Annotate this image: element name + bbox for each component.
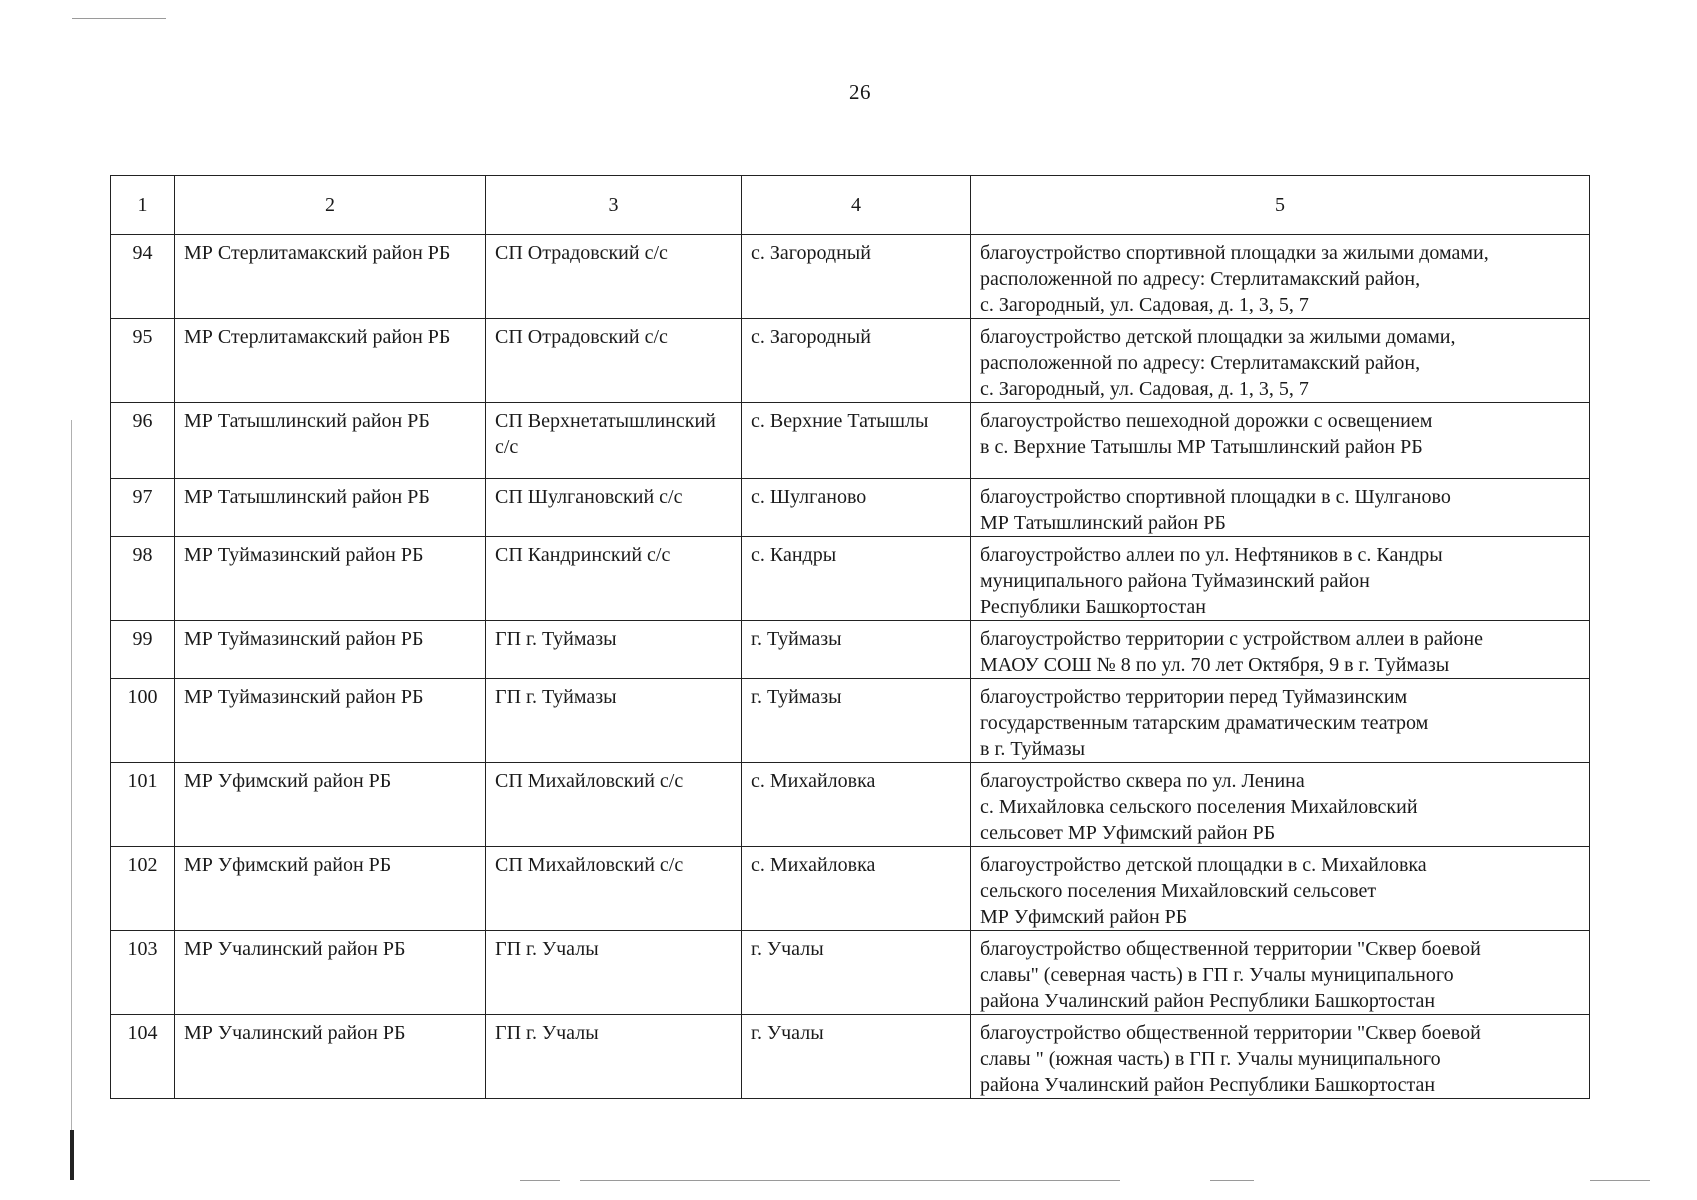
- settlement-cell: ГП г. Учалы: [486, 1015, 742, 1099]
- district-cell: МР Учалинский район РБ: [175, 1015, 486, 1099]
- description-cell: благоустройство аллеи по ул. Нефтяников в с. Кандры муниципального района Туймазинский район Республики Башкортостан: [971, 537, 1590, 621]
- table-row: [111, 1015, 1590, 1099]
- row-number: 100: [111, 679, 175, 763]
- scan-artifact-top: [72, 18, 166, 19]
- header-col-3: 3: [486, 176, 742, 235]
- district-cell: МР Уфимский район РБ: [175, 847, 486, 931]
- description-cell: благоустройство сквера по ул. Ленина с. Михайловка сельского поселения Михайловский сельсовет МР Уфимский район РБ: [971, 763, 1590, 847]
- page-number: 26: [849, 80, 871, 104]
- settlement-cell: СП Отрадовский с/с: [486, 319, 742, 403]
- locality-cell: с. Загородный: [742, 319, 971, 403]
- description-cell: благоустройство спортивной площадки за жилыми домами, расположенной по адресу: Стерлитамакский район, с. Загородный, ул. Садовая, д. 1, 3, 5, 7: [971, 235, 1590, 319]
- description-cell: благоустройство территории с устройством аллеи в районе МАОУ СОШ № 8 по ул. 70 лет Октября, 9 в г. Туймазы: [971, 621, 1590, 679]
- header-col-2: 2: [175, 176, 486, 235]
- description-cell: благоустройство пешеходной дорожки с освещением в с. Верхние Татышлы МР Татышлинский район РБ: [971, 403, 1590, 479]
- header-col-5: 5: [971, 176, 1590, 235]
- table-row: [111, 479, 1590, 537]
- table-row: [111, 847, 1590, 931]
- settlement-cell: ГП г. Туймазы: [486, 621, 742, 679]
- description-cell: благоустройство общественной территории "Сквер боевой славы" (северная часть) в ГП г. Учалы муниципального района Учалинский район Республики Башкортостан: [971, 931, 1590, 1015]
- row-number: 98: [111, 537, 175, 621]
- scan-artifact-bottom-1: [520, 1180, 560, 1181]
- locality-cell: г. Учалы: [742, 931, 971, 1015]
- table-row: [111, 537, 1590, 621]
- locality-cell: с. Шулганово: [742, 479, 971, 537]
- settlement-cell: ГП г. Туймазы: [486, 679, 742, 763]
- header-col-1: 1: [111, 176, 175, 235]
- table-row: [111, 235, 1590, 319]
- locality-cell: г. Туймазы: [742, 679, 971, 763]
- description-cell: благоустройство спортивной площадки в с. Шулганово МР Татышлинский район РБ: [971, 479, 1590, 537]
- locality-cell: с. Кандры: [742, 537, 971, 621]
- locality-cell: с. Верхние Татышлы: [742, 403, 971, 479]
- scan-artifact-bottom-2: [580, 1180, 1120, 1181]
- district-cell: МР Татышлинский район РБ: [175, 403, 486, 479]
- locality-cell: г. Туймазы: [742, 621, 971, 679]
- description-cell: благоустройство детской площадки за жилыми домами, расположенной по адресу: Стерлитамакский район, с. Загородный, ул. Садовая, д. 1, 3, 5, 7: [971, 319, 1590, 403]
- scan-artifact-bottom-4: [1590, 1180, 1650, 1181]
- header-col-4: 4: [742, 176, 971, 235]
- district-cell: МР Татышлинский район РБ: [175, 479, 486, 537]
- settlement-cell: СП Шулгановский с/с: [486, 479, 742, 537]
- district-cell: МР Туймазинский район РБ: [175, 621, 486, 679]
- district-cell: МР Туймазинский район РБ: [175, 537, 486, 621]
- locality-cell: с. Загородный: [742, 235, 971, 319]
- row-number: 99: [111, 621, 175, 679]
- table-row: [111, 403, 1590, 479]
- district-cell: МР Туймазинский район РБ: [175, 679, 486, 763]
- scan-artifact-bottom-3: [1210, 1180, 1254, 1181]
- row-number: 97: [111, 479, 175, 537]
- binding-line: [71, 420, 72, 1130]
- binding-edge: [70, 1130, 74, 1180]
- table-row: [111, 319, 1590, 403]
- district-cell: МР Стерлитамакский район РБ: [175, 319, 486, 403]
- table-row: [111, 679, 1590, 763]
- description-cell: благоустройство территории перед Туймазинским государственным татарским драматическим театром в г. Туймазы: [971, 679, 1590, 763]
- row-number: 96: [111, 403, 175, 479]
- row-number: 101: [111, 763, 175, 847]
- settlement-cell: ГП г. Учалы: [486, 931, 742, 1015]
- projects-table: [110, 175, 1590, 1099]
- locality-cell: с. Михайловка: [742, 847, 971, 931]
- description-cell: благоустройство детской площадки в с. Михайловка сельского поселения Михайловский сельсовет МР Уфимский район РБ: [971, 847, 1590, 931]
- row-number: 102: [111, 847, 175, 931]
- table-header-row: [111, 176, 1590, 235]
- row-number: 104: [111, 1015, 175, 1099]
- table-row: [111, 763, 1590, 847]
- district-cell: МР Учалинский район РБ: [175, 931, 486, 1015]
- row-number: 95: [111, 319, 175, 403]
- description-cell: благоустройство общественной территории "Сквер боевой славы " (южная часть) в ГП г. Учалы муниципального района Учалинский район Республики Башкортостан: [971, 1015, 1590, 1099]
- settlement-cell: СП Верхнетатышлинский с/с: [486, 403, 742, 479]
- settlement-cell: СП Михайловский с/с: [486, 763, 742, 847]
- settlement-cell: СП Отрадовский с/с: [486, 235, 742, 319]
- locality-cell: г. Учалы: [742, 1015, 971, 1099]
- district-cell: МР Уфимский район РБ: [175, 763, 486, 847]
- locality-cell: с. Михайловка: [742, 763, 971, 847]
- table-row: [111, 621, 1590, 679]
- table-row: [111, 931, 1590, 1015]
- row-number: 94: [111, 235, 175, 319]
- settlement-cell: СП Михайловский с/с: [486, 847, 742, 931]
- district-cell: МР Стерлитамакский район РБ: [175, 235, 486, 319]
- settlement-cell: СП Кандринский с/с: [486, 537, 742, 621]
- row-number: 103: [111, 931, 175, 1015]
